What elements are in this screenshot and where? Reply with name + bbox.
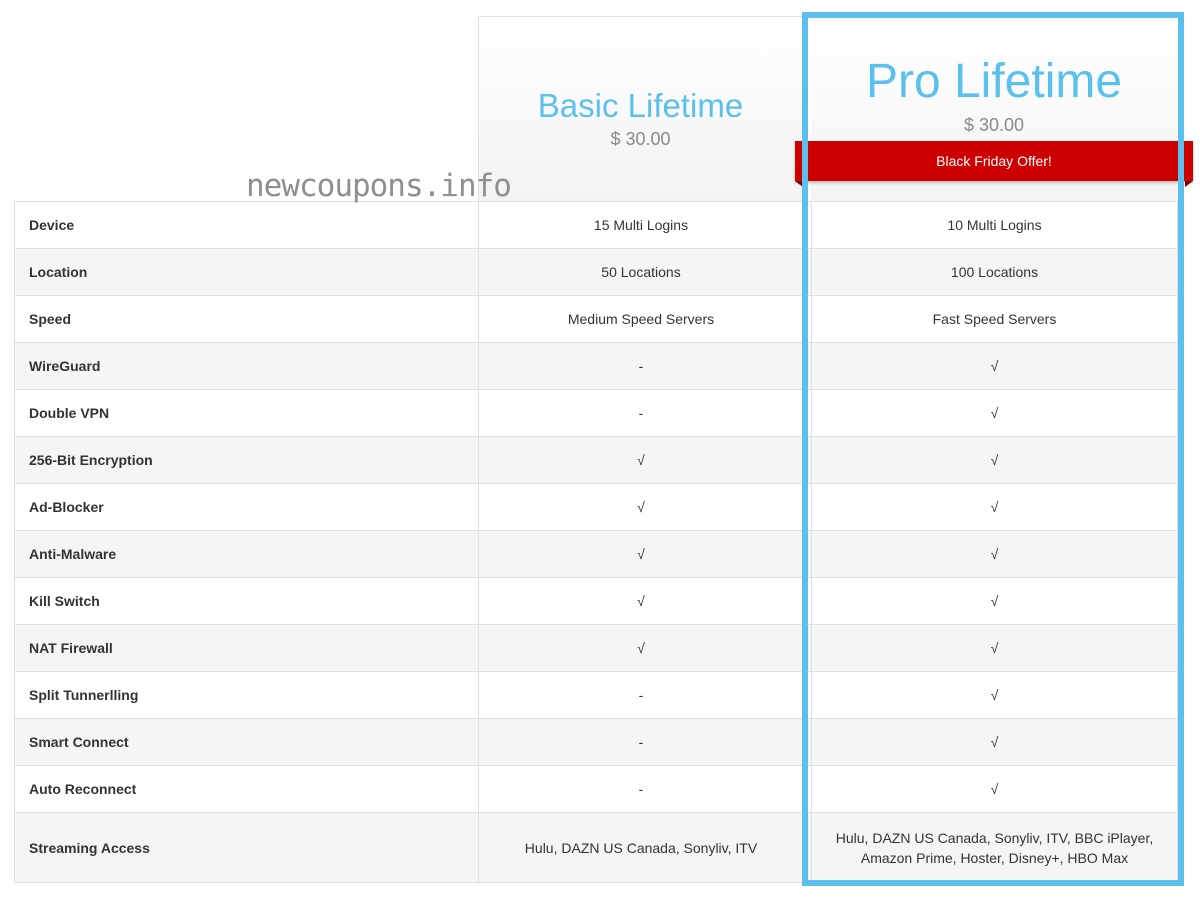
- pro-plan-value: √: [812, 766, 1178, 813]
- table-row: [15, 202, 1178, 249]
- basic-plan-value: 50 Locations: [479, 249, 804, 296]
- basic-plan-name: Basic Lifetime: [537, 87, 744, 124]
- feature-label: NAT Firewall: [15, 625, 479, 672]
- column-gap: [804, 766, 812, 813]
- feature-label: Device: [15, 202, 479, 249]
- table-row: [15, 813, 1178, 883]
- pro-plan-value: √: [812, 578, 1178, 625]
- pro-plan-value: √: [812, 390, 1178, 437]
- pro-plan-value: √: [812, 672, 1178, 719]
- pro-plan-value: Hulu, DAZN US Canada, Sonyliv, ITV, BBC iPlayer, Amazon Prime, Hoster, Disney+, HBO Max: [812, 813, 1178, 883]
- table-row: [15, 343, 1178, 390]
- feature-label: Auto Reconnect: [15, 766, 479, 813]
- feature-label: Kill Switch: [15, 578, 479, 625]
- feature-label: Double VPN: [15, 390, 479, 437]
- basic-plan-value: √: [479, 625, 804, 672]
- table-row: [15, 625, 1178, 672]
- table-row: [15, 437, 1178, 484]
- table-row: [15, 766, 1178, 813]
- column-gap: [804, 249, 812, 296]
- basic-plan-value: -: [479, 766, 804, 813]
- feature-label: Ad-Blocker: [15, 484, 479, 531]
- column-gap: [804, 202, 812, 249]
- basic-plan-value: √: [479, 531, 804, 578]
- basic-plan-header: [478, 16, 803, 201]
- table-row: [15, 531, 1178, 578]
- pro-plan-value: Fast Speed Servers: [812, 296, 1178, 343]
- pro-plan-value: 10 Multi Logins: [812, 202, 1178, 249]
- feature-label: Speed: [15, 296, 479, 343]
- pro-plan-value: √: [812, 719, 1178, 766]
- feature-label: Location: [15, 249, 479, 296]
- table-row: [15, 390, 1178, 437]
- basic-plan-value: -: [479, 719, 804, 766]
- black-friday-offer-badge: Black Friday Offer!: [795, 141, 1193, 181]
- basic-plan-value: 15 Multi Logins: [479, 202, 804, 249]
- column-gap: [804, 719, 812, 766]
- feature-label: Split Tunnerlling: [15, 672, 479, 719]
- table-row: [15, 672, 1178, 719]
- pro-plan-value: √: [812, 343, 1178, 390]
- basic-plan-value: √: [479, 578, 804, 625]
- table-row: [15, 296, 1178, 343]
- feature-label: Streaming Access: [15, 813, 479, 883]
- column-gap: [804, 343, 812, 390]
- basic-plan-value: √: [479, 484, 804, 531]
- column-gap: [804, 531, 812, 578]
- watermark: newcoupons.info: [246, 168, 511, 204]
- pro-plan-name: Pro Lifetime: [865, 55, 1123, 108]
- column-gap: [804, 625, 812, 672]
- pro-plan-value: √: [812, 625, 1178, 672]
- basic-plan-value: Medium Speed Servers: [479, 296, 804, 343]
- basic-plan-value: -: [479, 343, 804, 390]
- basic-plan-value: Hulu, DAZN US Canada, Sonyliv, ITV: [479, 813, 804, 883]
- pro-plan-value: √: [812, 531, 1178, 578]
- basic-plan-value: -: [479, 390, 804, 437]
- feature-label: Smart Connect: [15, 719, 479, 766]
- column-gap: [804, 578, 812, 625]
- table-row: [15, 719, 1178, 766]
- pro-plan-price: $ 30.00: [963, 115, 1025, 135]
- pro-plan-value: 100 Locations: [812, 249, 1178, 296]
- column-gap: [804, 296, 812, 343]
- pro-plan-value: √: [812, 484, 1178, 531]
- table-row: [15, 484, 1178, 531]
- basic-plan-value: -: [479, 672, 804, 719]
- column-gap: [804, 672, 812, 719]
- pro-plan-value: √: [812, 437, 1178, 484]
- basic-plan-value: √: [479, 437, 804, 484]
- feature-label: Anti-Malware: [15, 531, 479, 578]
- column-gap: [804, 390, 812, 437]
- comparison-table: [14, 201, 1178, 883]
- feature-label: 256-Bit Encryption: [15, 437, 479, 484]
- table-row: [15, 249, 1178, 296]
- feature-label: WireGuard: [15, 343, 479, 390]
- column-gap: [804, 813, 812, 883]
- basic-plan-price: $ 30.00: [610, 129, 671, 149]
- table-row: [15, 578, 1178, 625]
- column-gap: [804, 437, 812, 484]
- column-gap: [804, 484, 812, 531]
